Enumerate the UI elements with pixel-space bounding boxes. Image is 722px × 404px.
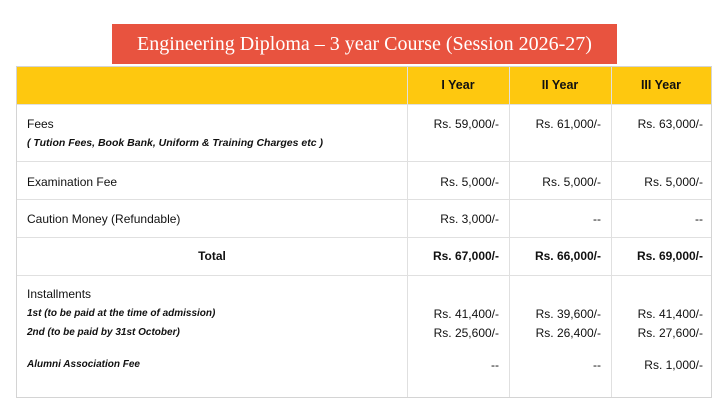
caution-money-year-3: -- — [695, 212, 703, 226]
fees-label: Fees — [27, 117, 54, 131]
exam-fee-label: Examination Fee — [27, 175, 118, 189]
total-year-1: Rs. 67,000/- — [432, 249, 499, 263]
fee-table — [16, 66, 712, 398]
installment-2-label: 2nd (to be paid by 31st October) — [27, 327, 180, 338]
header-year-2: II Year — [509, 67, 611, 104]
fees-year-1: Rs. 59,000/- — [433, 117, 499, 131]
alumni-fee-year-2: -- — [593, 358, 601, 372]
installment-2-year-3: Rs. 27,600/- — [637, 326, 703, 340]
installment-2-year-2: Rs. 26,400/- — [535, 326, 601, 340]
installments-label: Installments — [27, 287, 92, 301]
fees-year-3: Rs. 63,000/- — [637, 117, 703, 131]
header-year-1: I Year — [407, 67, 509, 104]
row-divider — [17, 199, 711, 200]
row-divider — [17, 275, 711, 276]
alumni-fee-year-1: -- — [491, 358, 499, 372]
exam-fee-year-2: Rs. 5,000/- — [542, 175, 601, 189]
page-title: Engineering Diploma – 3 year Course (Session 2026-27) — [112, 24, 617, 64]
fees-year-2: Rs. 61,000/- — [535, 117, 601, 131]
exam-fee-year-3: Rs. 5,000/- — [644, 175, 703, 189]
alumni-fee-label: Alumni Association Fee — [27, 359, 140, 370]
row-divider — [17, 161, 711, 162]
caution-money-label: Caution Money (Refundable) — [27, 212, 181, 226]
total-label: Total — [198, 249, 226, 263]
installment-2-year-1: Rs. 25,600/- — [433, 326, 499, 340]
alumni-fee-year-3: Rs. 1,000/- — [644, 358, 703, 372]
total-year-2: Rs. 66,000/- — [534, 249, 601, 263]
caution-money-year-2: -- — [593, 212, 601, 226]
header-year-3: III Year — [611, 67, 711, 104]
installment-1-year-3: Rs. 41,400/- — [637, 307, 703, 321]
installment-1-year-1: Rs. 41,400/- — [433, 307, 499, 321]
exam-fee-year-1: Rs. 5,000/- — [440, 175, 499, 189]
caution-money-year-1: Rs. 3,000/- — [440, 212, 499, 226]
row-divider — [17, 237, 711, 238]
installment-1-label: 1st (to be paid at the time of admission) — [27, 308, 216, 319]
header-blank — [17, 67, 407, 104]
total-year-3: Rs. 69,000/- — [636, 249, 703, 263]
row-divider — [17, 104, 711, 105]
fees-note: ( Tution Fees, Book Bank, Uniform & Training Charges etc ) — [27, 137, 323, 149]
installment-1-year-2: Rs. 39,600/- — [535, 307, 601, 321]
